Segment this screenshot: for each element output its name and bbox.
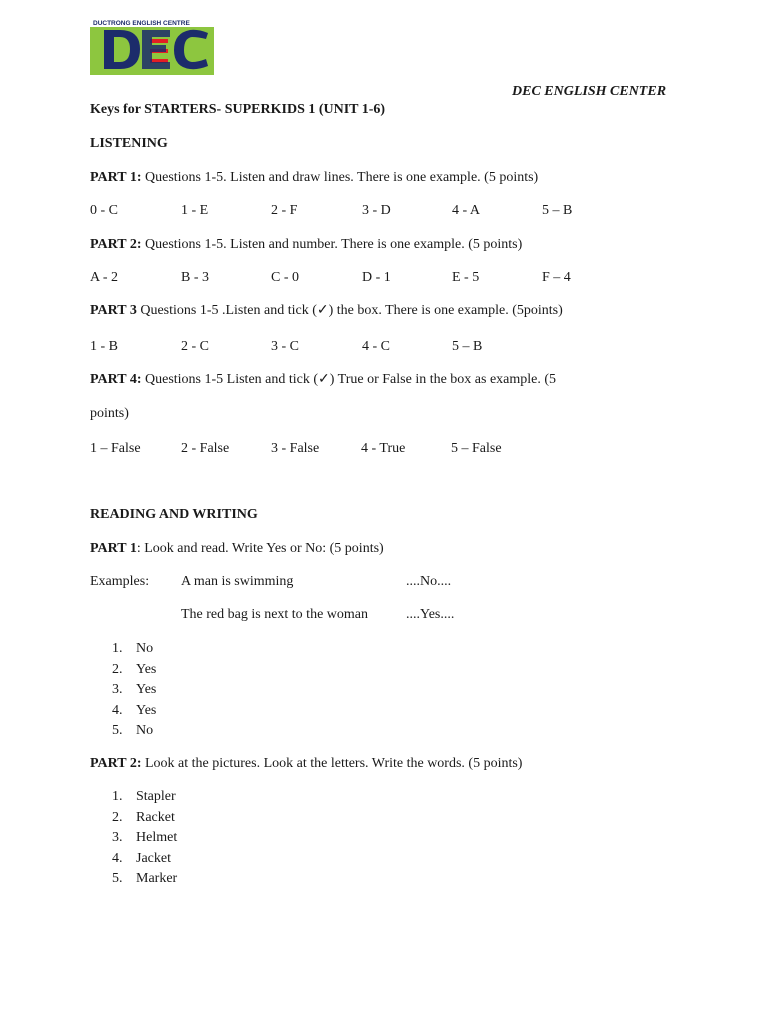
- answer: 2 - False: [181, 441, 230, 456]
- part-label: PART 2:: [90, 756, 142, 771]
- examples-label: Examples:: [90, 574, 150, 589]
- item-text: Yes: [136, 702, 157, 718]
- item-number: 4.: [112, 850, 123, 866]
- item-text: Helmet: [136, 830, 178, 846]
- part-label: PART 1: [90, 541, 137, 556]
- listening-part2-instruction: [90, 236, 522, 254]
- answer: 2 - F: [271, 203, 298, 218]
- instruction-text: Questions 1-5. Listen and draw lines. There is one example. (5 points): [141, 170, 539, 185]
- listening-part4-instruction: [90, 371, 556, 389]
- answer: 1 - E: [181, 203, 209, 218]
- instruction-text: Questions 1-5 Listen and tick (✓) True or False in the box as example. (5: [141, 372, 557, 387]
- list-item: [112, 640, 156, 661]
- item-number: 2.: [112, 809, 123, 825]
- answer: B - 3: [181, 270, 209, 285]
- part-label: PART 4:: [90, 372, 142, 387]
- answer: 5 – B: [542, 203, 573, 218]
- svg-text:DUCTRONG ENGLISH CENTRE: DUCTRONG ENGLISH CENTRE: [93, 20, 190, 27]
- item-text: Yes: [136, 661, 157, 677]
- list-item: [112, 788, 177, 809]
- instruction-text: Questions 1-5 .Listen and tick (✓) the box. There is one example. (5points): [136, 303, 563, 318]
- item-number: 3.: [112, 682, 123, 698]
- listening-part4-instruction-cont: points): [90, 406, 129, 421]
- list-item: [112, 870, 177, 891]
- answer: 0 - C: [90, 203, 118, 218]
- part-label: PART 1:: [90, 170, 142, 185]
- answer: C - 0: [271, 270, 299, 285]
- rw-part1-answer-list: [112, 640, 156, 743]
- listening-part3-answers: [0, 338, 768, 356]
- answer: 3 - False: [271, 441, 320, 456]
- example-answer: ....No....: [406, 574, 452, 589]
- answer: A - 2: [90, 270, 118, 285]
- item-text: Racket: [136, 809, 175, 825]
- listening-part4-answers: [0, 440, 768, 458]
- item-number: 1.: [112, 789, 123, 804]
- center-name: DEC ENGLISH CENTER: [512, 84, 667, 99]
- reading-writing-heading: READING AND WRITING: [90, 507, 258, 522]
- rw-part2-answer-list: [112, 788, 177, 891]
- instruction-text: Questions 1-5. Listen and number. There is one example. (5 points): [141, 237, 523, 252]
- list-item: [112, 829, 177, 850]
- item-number: 2.: [112, 661, 123, 677]
- answer: 2 - C: [181, 339, 209, 354]
- listening-part1-instruction: [90, 169, 538, 187]
- answer: F – 4: [542, 270, 571, 285]
- item-text: Jacket: [136, 850, 171, 866]
- answer: E - 5: [452, 270, 480, 285]
- list-item: [112, 681, 156, 702]
- list-item: [112, 809, 177, 830]
- answer: 5 – B: [452, 339, 483, 354]
- example-sentence: The red bag is next to the woman: [181, 607, 369, 622]
- list-item: [112, 722, 156, 743]
- answer: 5 – False: [451, 441, 502, 456]
- listening-heading: LISTENING: [90, 136, 168, 151]
- item-number: 3.: [112, 830, 123, 846]
- item-number: 4.: [112, 702, 123, 718]
- document-title: Keys for STARTERS- SUPERKIDS 1 (UNIT 1-6): [90, 102, 386, 117]
- instruction-text: Look at the pictures. Look at the letters. Write the words. (5 points): [141, 756, 523, 771]
- listening-part2-answers: [0, 269, 768, 287]
- answer: 3 - D: [362, 203, 391, 218]
- rw-part1-instruction: [90, 540, 384, 558]
- list-item: [112, 850, 177, 871]
- listening-part1-answers: [0, 202, 768, 220]
- answer: 3 - C: [271, 339, 299, 354]
- instruction-text: : Look and read. Write Yes or No: (5 points): [136, 541, 384, 556]
- item-text: No: [136, 641, 154, 656]
- item-number: 5.: [112, 723, 123, 739]
- item-text: No: [136, 723, 154, 739]
- item-number: 5.: [112, 871, 123, 887]
- item-text: Stapler: [136, 789, 176, 804]
- answer: 1 – False: [90, 441, 141, 456]
- answer: 4 - C: [362, 339, 390, 354]
- item-number: 1.: [112, 641, 123, 656]
- part-label: PART 2:: [90, 237, 142, 252]
- item-text: Marker: [136, 871, 178, 887]
- list-item: [112, 661, 156, 682]
- answer: 4 - True: [361, 441, 406, 456]
- list-item: [112, 702, 156, 723]
- dec-logo: [90, 17, 214, 75]
- example-answer: ....Yes....: [406, 607, 455, 622]
- answer: 1 - B: [90, 339, 118, 354]
- example-sentence: A man is swimming: [181, 574, 294, 589]
- listening-part3-instruction: [90, 302, 563, 320]
- answer: 4 - A: [452, 203, 480, 218]
- answer: D - 1: [362, 270, 391, 285]
- item-text: Yes: [136, 682, 157, 698]
- rw-part2-instruction: [90, 755, 522, 773]
- part-label: PART 3: [90, 303, 137, 318]
